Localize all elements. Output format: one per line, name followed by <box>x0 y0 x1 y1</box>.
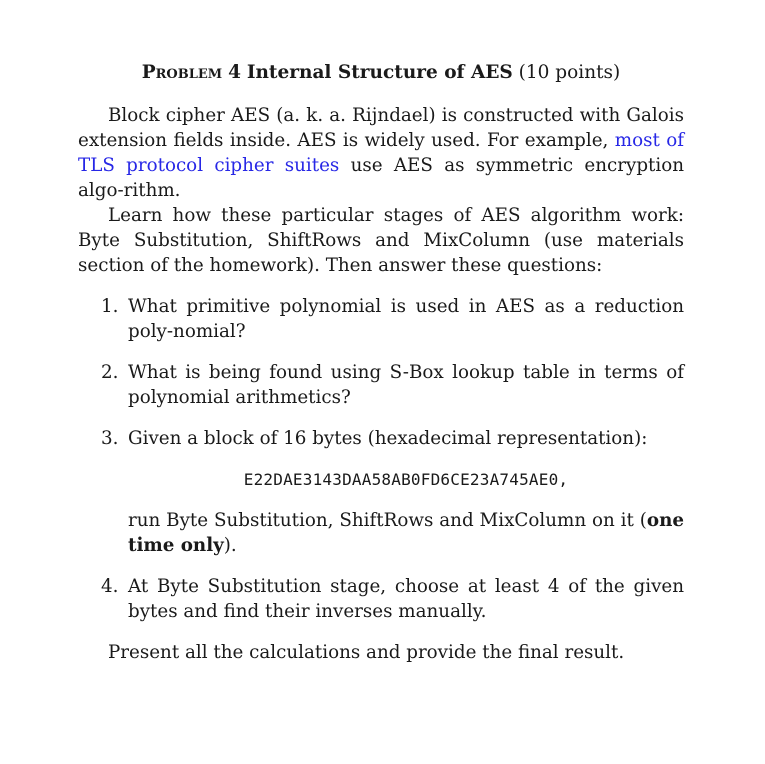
question-list <box>78 294 684 624</box>
document-page <box>78 60 684 665</box>
followup-after-bold: ). <box>223 535 237 556</box>
hex-block: E22DAE3143DAA58AB0FD6CE23A745AE0, <box>243 470 569 489</box>
problem-label: Problem <box>141 62 223 83</box>
question-text: What is being found using S-Box lookup table in terms of polynomial arithmetics? <box>128 362 684 408</box>
question-item <box>78 360 684 410</box>
tls-cipher-suites-link[interactable]: most of TLS protocol cipher suites <box>78 130 685 176</box>
followup-before-bold: run Byte Substitution, ShiftRows and MixColumn on it ( <box>128 510 647 531</box>
question-text: Given a block of 16 bytes (hexadecimal representation): <box>128 428 648 449</box>
question-number: 3. <box>101 428 119 449</box>
question-text: What primitive polynomial is used in AES as a reduction poly-nomial? <box>128 296 684 342</box>
intro-text-before-link: Block cipher AES (a. k. a. Rijndael) is constructed with Galois extension fields inside. AES is widely used. For example, <box>78 105 684 151</box>
question-number: 1. <box>101 296 119 317</box>
intro-text-after-link: use AES as symmetric encryption algo-rithm. <box>78 155 684 201</box>
question-item <box>78 294 684 344</box>
problem-points: (10 points) <box>518 62 621 83</box>
question-followup <box>128 508 684 558</box>
problem-heading: Internal Structure of AES <box>246 62 513 83</box>
question-text: At Byte Substitution stage, choose at least 4 of the given bytes and find their inverses manually. <box>128 576 684 622</box>
learn-paragraph: Learn how these particular stages of AES algorithm work: Byte Substitution, ShiftRows and MixColumn (use materials section of the homework). Then answer these questions: <box>78 205 684 276</box>
question-number: 4. <box>101 576 119 597</box>
intro-paragraph <box>78 103 684 203</box>
question-item <box>78 426 684 558</box>
problem-title <box>78 60 684 85</box>
problem-number: 4 <box>228 62 241 83</box>
closing-paragraph: Present all the calculations and provide the final result. <box>108 642 625 663</box>
followup-bold: one time only <box>128 510 684 556</box>
question-item <box>78 574 684 624</box>
question-number: 2. <box>101 362 119 383</box>
